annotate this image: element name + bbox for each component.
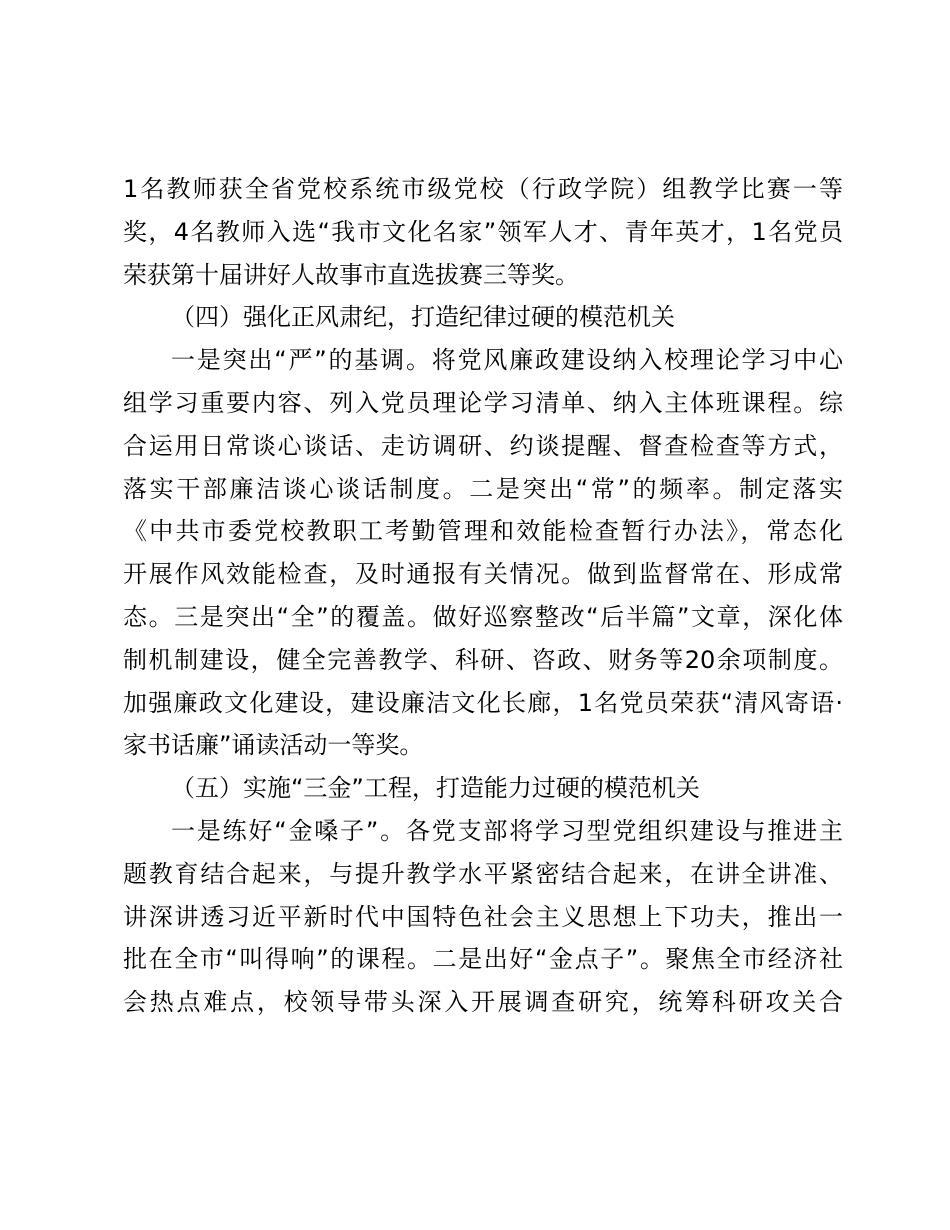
text-line: 一是突出“严”的基调。将党风廉政建设纳入校理论学习中心 xyxy=(171,346,843,375)
text-line: 题教育结合起来，与提升教学水平紧密结合起来，在讲全讲准、 xyxy=(123,859,843,888)
text-line: 1名教师获全省党校系统市级党校（行政学院）组教学比赛一等 xyxy=(123,175,843,203)
text-line: 落实干部廉洁谈心谈话制度。二是突出“常”的频率。制定落实 xyxy=(123,474,843,503)
text-line: 家书话廉”诵读活动一等奖。 xyxy=(123,731,424,760)
section-heading-five: （五）实施“三金”工程，打造能力过硬的模范机关 xyxy=(171,774,700,803)
text-line: 制机制建设，健全完善教学、科研、咨政、财务等20余项制度。 xyxy=(123,645,843,674)
text-line: 《中共市委党校教职工考勤管理和效能检查暂行办法》，常态化 xyxy=(123,517,843,546)
text-line: 讲深讲透习近平新时代中国特色社会主义思想上下功夫，推出一 xyxy=(123,902,843,931)
text-line: 组学习重要内容、列入党员理论学习清单、纳入主体班课程。综 xyxy=(123,388,843,417)
text-line: 开展作风效能检查，及时通报有关情况。做到监督常在、形成常 xyxy=(123,560,843,589)
text-line: 荣获第十届讲好人故事市直选拔赛三等奖。 xyxy=(123,260,579,289)
text-line: 一是练好“金嗓子”。各党支部将学习型党组织建设与推进主 xyxy=(171,816,843,845)
section-heading-four: （四）强化正风肃纪，打造纪律过硬的模范机关 xyxy=(171,303,675,332)
body-text xyxy=(123,168,843,1024)
text-line: 加强廉政文化建设，建设廉洁文化长廊，1名党员荣获“清风寄语· xyxy=(123,688,843,717)
text-line: 批在全市“叫得响”的课程。二是出好“金点子”。聚焦全市经济社 xyxy=(123,945,843,974)
text-line: 态。三是突出“全”的覆盖。做好巡察整改“后半篇”文章，深化体 xyxy=(123,602,843,631)
text-line: 合运用日常谈心谈话、走访调研、约谈提醒、督查检查等方式， xyxy=(123,431,843,460)
text-line: 会热点难点，校领导带头深入开展调查研究，统筹科研攻关合 xyxy=(123,988,843,1017)
text-line: 奖，4名教师入选“我市文化名家”领军人才、青年英才，1名党员 xyxy=(123,217,843,246)
